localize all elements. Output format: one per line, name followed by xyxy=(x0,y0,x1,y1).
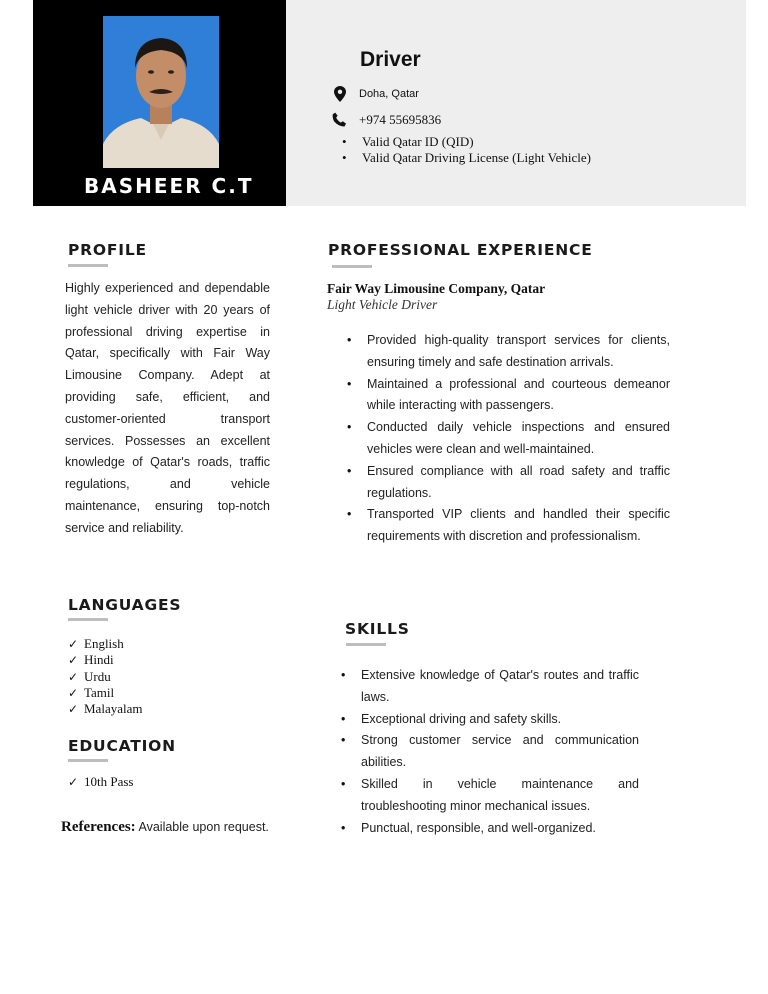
skill-item: • Extensive knowledge of Qatar's routes and traffic laws. xyxy=(339,665,639,709)
language-item: ✓ Hindi xyxy=(62,652,142,668)
profile-photo xyxy=(103,16,219,168)
language-item: ✓ Tamil xyxy=(62,685,142,701)
education-heading-rule xyxy=(68,759,108,762)
experience-heading-rule xyxy=(332,265,372,268)
phone-icon xyxy=(331,111,349,129)
experience-bullets xyxy=(345,330,670,548)
skills-heading: SKILLS xyxy=(345,620,410,638)
location-row xyxy=(331,85,419,103)
language-item: ✓ English xyxy=(62,636,142,652)
candidate-name: BASHEER C.T xyxy=(84,174,254,198)
experience-bullet: • Conducted daily vehicle inspections and ensured vehicles were clean and well-maintained. xyxy=(345,417,670,461)
skill-item: • Exceptional driving and safety skills. xyxy=(339,709,639,731)
experience-bullet: • Maintained a professional and courteous demeanor while interacting with passengers. xyxy=(345,374,670,418)
skills-list xyxy=(339,665,639,839)
location-text: Doha, Qatar xyxy=(359,88,419,100)
skill-item: • Strong customer service and communication abilities. xyxy=(339,730,639,774)
language-item: ✓ Malayalam xyxy=(62,701,142,717)
header-right-panel xyxy=(286,0,746,206)
job-role: Light Vehicle Driver xyxy=(327,297,438,312)
skills-heading-rule xyxy=(346,643,386,646)
education-heading: EDUCATION xyxy=(68,737,176,755)
skill-item: • Skilled in vehicle maintenance and troubleshooting minor mechanical issues. xyxy=(339,774,639,818)
languages-heading: LANGUAGES xyxy=(68,596,182,614)
credentials-list xyxy=(342,134,591,166)
credential-item: • Valid Qatar Driving License (Light Vehicle) xyxy=(342,150,591,166)
job-title: Driver xyxy=(360,48,421,71)
references-line xyxy=(61,819,269,836)
map-pin-icon xyxy=(331,85,349,103)
references-text: Available upon request. xyxy=(138,820,269,834)
education-list xyxy=(62,774,133,790)
skill-item: • Punctual, responsible, and well-organized. xyxy=(339,818,639,840)
phone-row xyxy=(331,111,441,129)
profile-summary: Highly experienced and dependable light vehicle driver with 20 years of professional driving expertise in Qatar, specifically with Fair Way Limousine Company. Adept at providing safe, efficient, and customer-oriented transport services. Possesses an excellent knowledge of Qatar's roads, traffic regulations, and vehicle maintenance, ensuring top-notch service and reliability. xyxy=(65,281,270,535)
experience-bullets-area xyxy=(345,330,670,602)
experience-bullet: • Transported VIP clients and handled their specific requirements with discretion and professionalism. xyxy=(345,504,670,548)
profile-heading: PROFILE xyxy=(68,241,147,259)
phone-number: +974 55695836 xyxy=(359,112,442,127)
languages-list xyxy=(62,636,142,717)
company-name: Fair Way Limousine Company, Qatar xyxy=(327,281,546,296)
references-label: References: xyxy=(61,819,136,835)
credential-item: • Valid Qatar ID (QID) xyxy=(342,134,591,150)
languages-heading-rule xyxy=(68,618,108,621)
language-item: ✓ Urdu xyxy=(62,669,142,685)
experience-bullet: • Ensured compliance with all road safety and traffic regulations. xyxy=(345,461,670,505)
education-item: ✓ 10th Pass xyxy=(62,774,133,790)
experience-bullet: • Provided high-quality transport services for clients, ensuring timely and safe destination arrivals. xyxy=(345,330,670,374)
profile-heading-rule xyxy=(68,264,108,267)
experience-heading: PROFESSIONAL EXPERIENCE xyxy=(328,241,593,259)
